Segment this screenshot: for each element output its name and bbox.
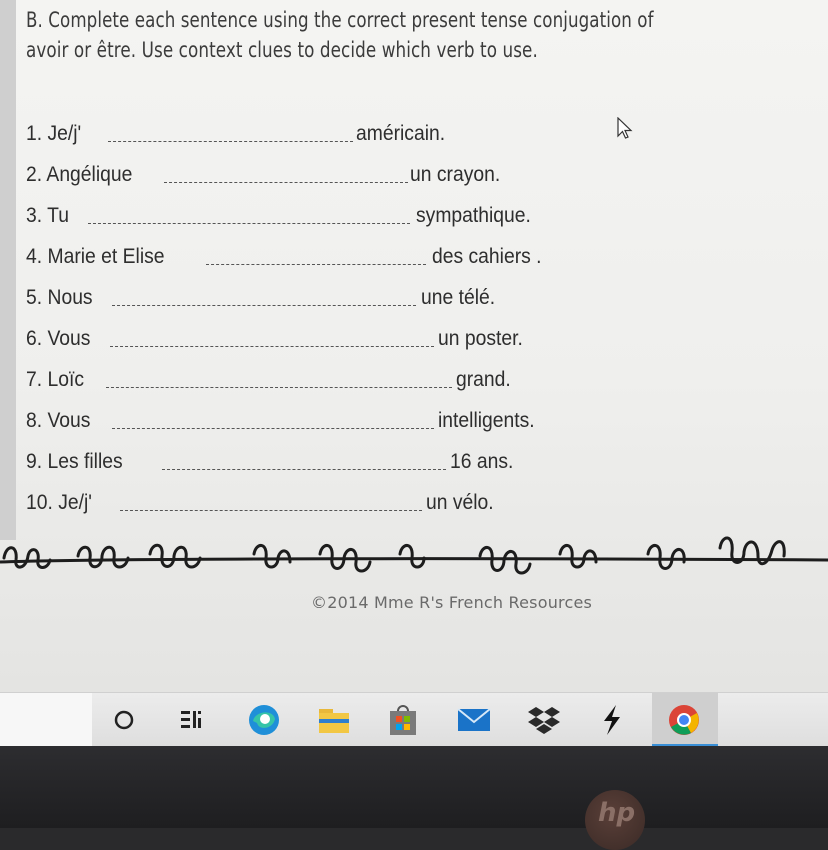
chrome-icon[interactable]	[664, 700, 704, 740]
edge-icon[interactable]	[244, 700, 284, 740]
answer-blank-1[interactable]	[108, 141, 353, 142]
sentence-8-label: 8. Vous	[26, 409, 91, 432]
sentence-8-ending: intelligents.	[438, 409, 535, 432]
answer-blank-4[interactable]	[206, 264, 426, 265]
dropbox-icon[interactable]	[524, 700, 564, 740]
mail-icon[interactable]	[454, 700, 494, 740]
answer-blank-6[interactable]	[110, 346, 434, 347]
sentence-4-label: 4. Marie et Elise	[26, 245, 165, 268]
instructions-line-2: avoir or être. Use context clues to decide which verb to use.	[26, 38, 538, 62]
hp-logo-mark: hp	[598, 798, 636, 828]
sentence-6-label: 6. Vous	[26, 327, 91, 350]
instructions-line-1: B. Complete each sentence using the correct present tense conjugation of	[26, 8, 654, 32]
sentence-1-label: 1. Je/j'	[26, 122, 82, 145]
answer-blank-8[interactable]	[112, 428, 434, 429]
monitor-bezel	[0, 746, 828, 828]
answer-blank-5[interactable]	[112, 305, 416, 306]
taskbar	[0, 692, 828, 747]
answer-blank-2[interactable]	[164, 182, 408, 183]
sentence-7-label: 7. Loïc	[26, 368, 85, 391]
answer-blank-10[interactable]	[120, 510, 422, 511]
file-explorer-icon[interactable]	[314, 700, 354, 740]
search-box[interactable]	[0, 693, 92, 747]
app-icon[interactable]	[592, 700, 632, 740]
sentence-4-ending: des cahiers .	[432, 245, 542, 268]
sentence-1-ending: américain.	[356, 122, 446, 145]
answer-blank-7[interactable]	[106, 387, 452, 388]
sentence-3-label: 3. Tu	[26, 204, 69, 227]
task-view-icon[interactable]	[172, 700, 212, 740]
copyright-notice: ©2014 Mme R's French Resources	[311, 593, 593, 612]
sentence-5-ending: une télé.	[421, 286, 496, 309]
cortana-icon[interactable]	[104, 700, 144, 740]
answer-blank-3[interactable]	[88, 223, 410, 224]
window-edge	[0, 0, 16, 540]
worksheet	[16, 0, 828, 560]
mouse-cursor-icon	[617, 117, 633, 141]
sentence-9-label: 9. Les filles	[26, 450, 123, 473]
sentence-2-label: 2. Angélique	[26, 163, 133, 186]
sentence-7-ending: grand.	[456, 368, 511, 391]
sentence-10-ending: un vélo.	[426, 491, 494, 514]
sentence-2-ending: un crayon.	[410, 163, 501, 186]
store-icon[interactable]	[383, 700, 423, 740]
decorative-loop-border	[0, 518, 828, 580]
sentence-3-ending: sympathique.	[416, 204, 531, 227]
sentence-6-ending: un poster.	[438, 327, 523, 350]
sentence-9-ending: 16 ans.	[450, 450, 514, 473]
answer-blank-9[interactable]	[162, 469, 446, 470]
sentence-5-label: 5. Nous	[26, 286, 93, 309]
sentence-10-label: 10. Je/j'	[26, 491, 93, 514]
